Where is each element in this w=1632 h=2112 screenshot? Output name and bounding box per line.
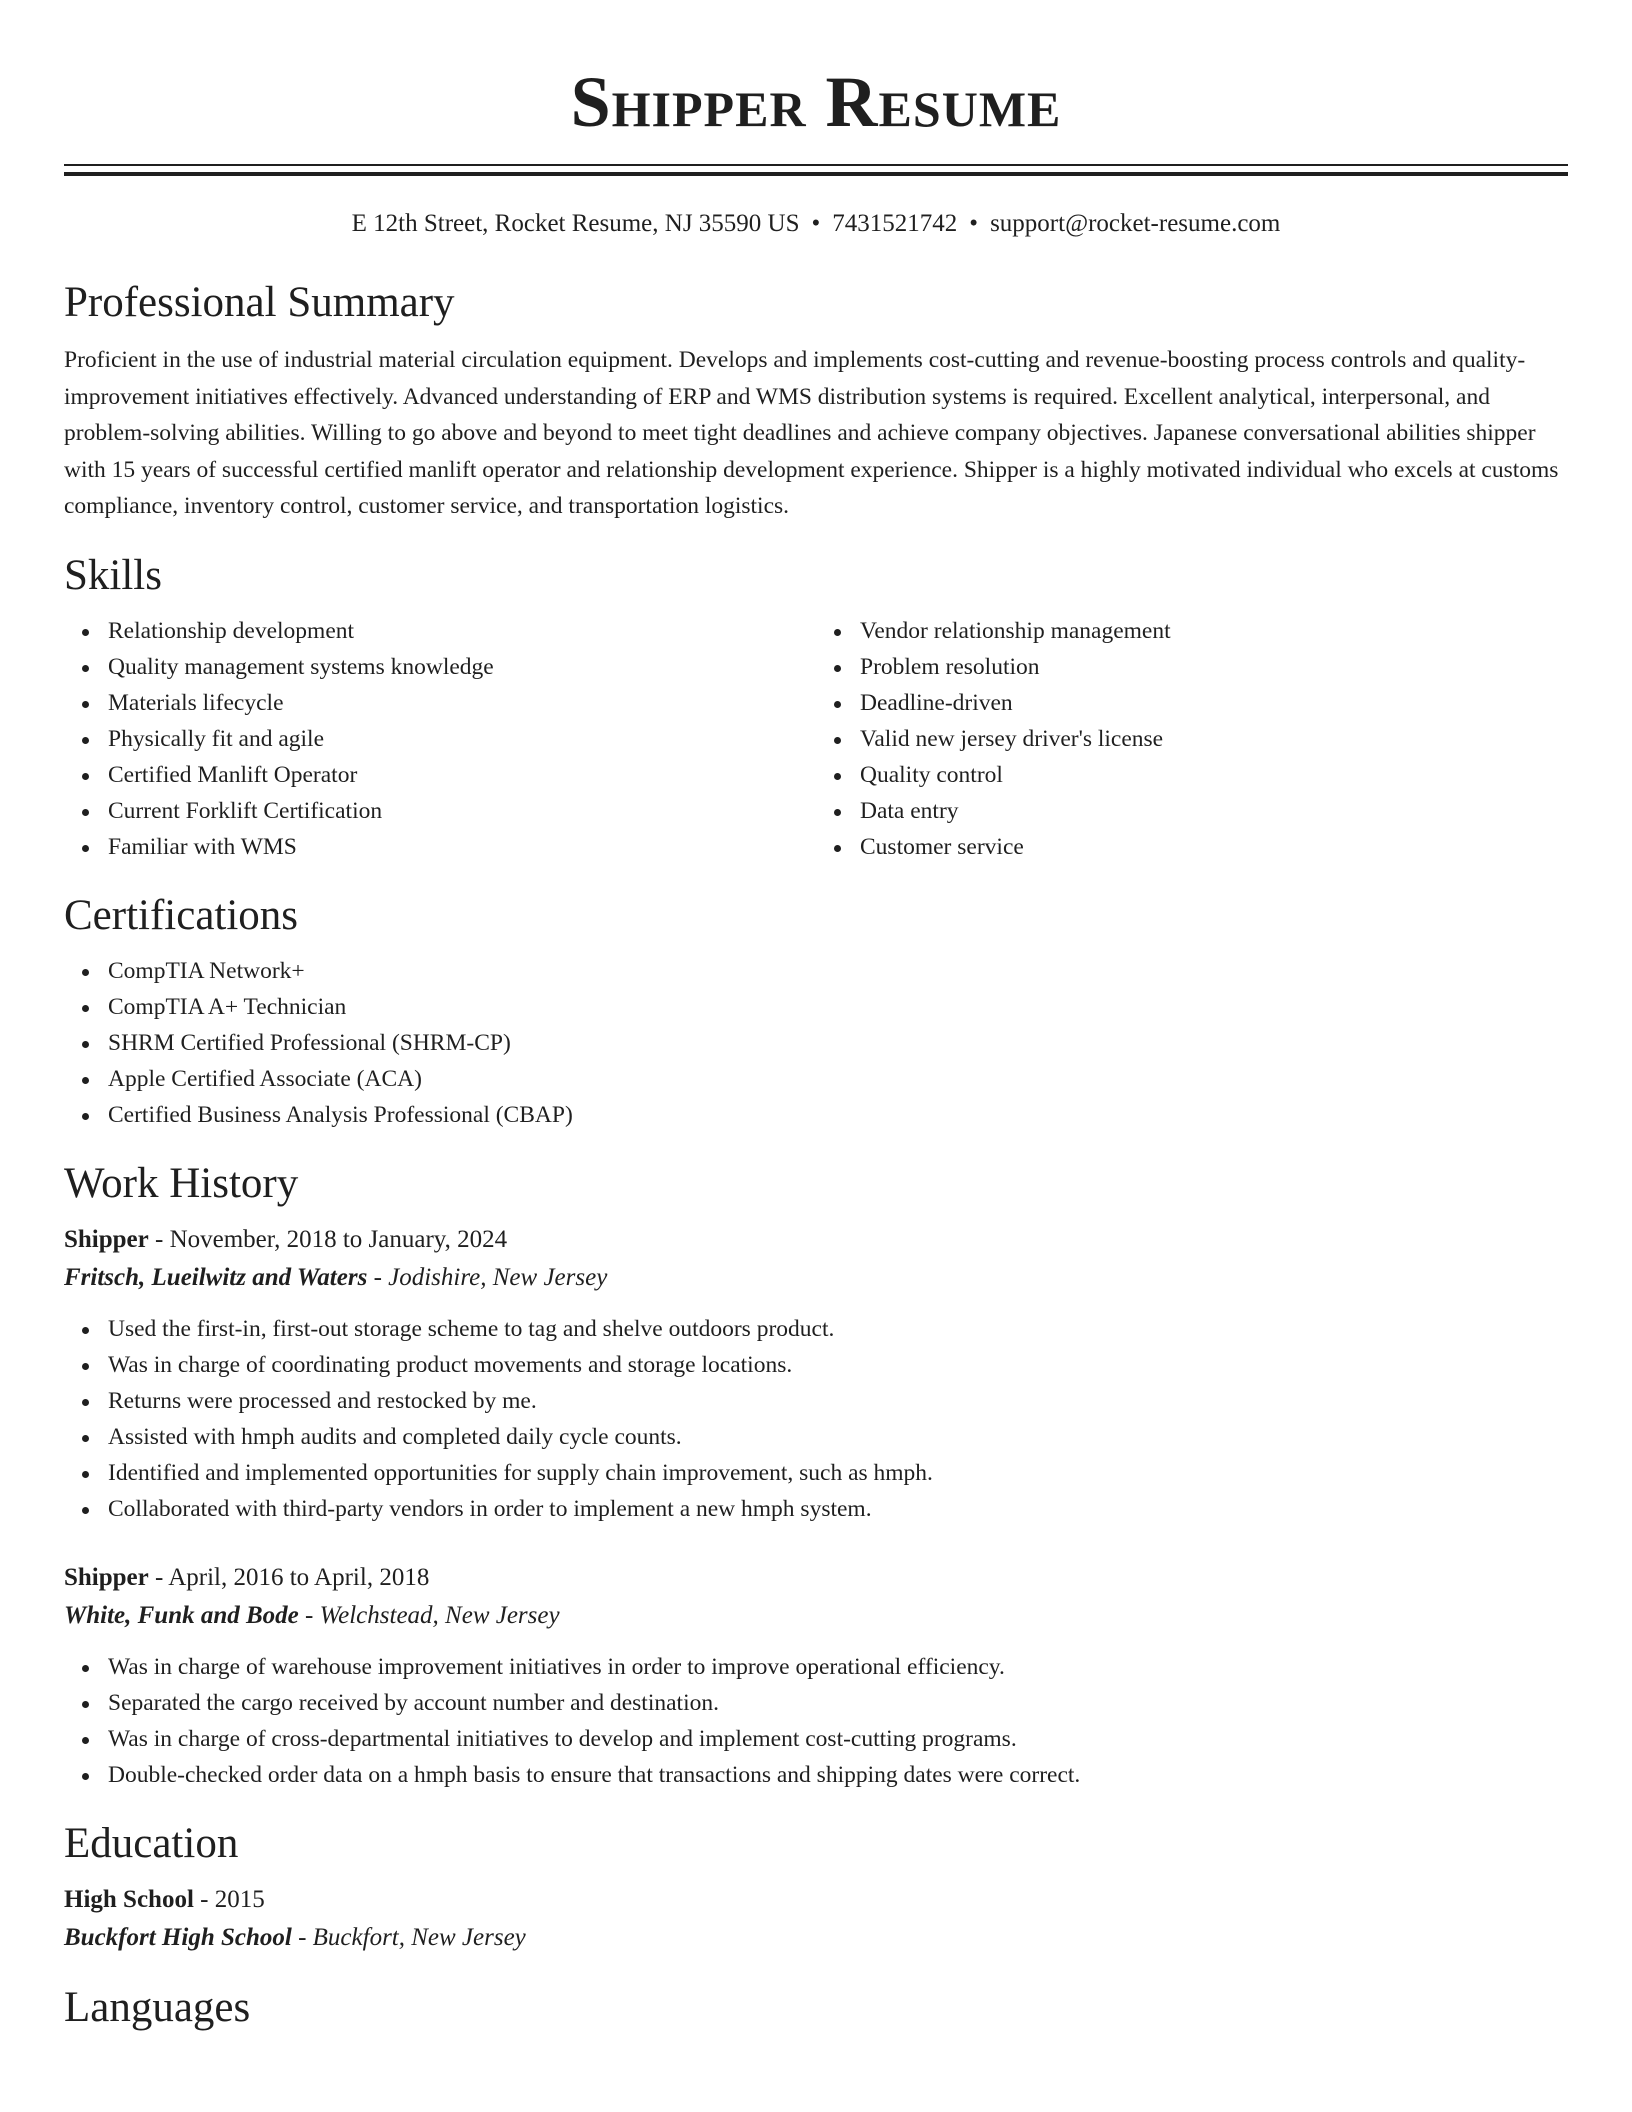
languages-heading: Languages <box>64 1983 251 2031</box>
job-bullet: Identified and implemented opportunities for supply chain improvement, such as hmph. <box>108 1455 1568 1491</box>
education-heading: Education <box>64 1819 239 1867</box>
job-bullets <box>64 1311 1568 1527</box>
job-title: Shipper <box>64 1225 149 1253</box>
education-degree-line <box>64 1881 1568 1919</box>
summary-heading: Professional Summary <box>64 279 455 326</box>
job-bullet: Collaborated with third-party vendors in order to implement a new hmph system. <box>108 1491 1568 1527</box>
skill-item: Materials lifecycle <box>108 685 816 721</box>
contact-address: E 12th Street, Rocket Resume, NJ 35590 US <box>351 210 800 237</box>
certification-item: Certified Business Analysis Professional (CBAP) <box>108 1097 1568 1133</box>
skill-item: Deadline-driven <box>860 685 1568 721</box>
skill-item: Familiar with WMS <box>108 829 816 865</box>
job-title-line <box>64 1221 1568 1259</box>
job-dates: - April, 2016 to April, 2018 <box>148 1563 430 1591</box>
summary-text: Proficient in the use of industrial material circulation equipment. Develops and implements cost-cutting and revenue-boosting process controls and quality-improvement initiatives effectively. Advanced understanding of ERP and WMS distribution systems is required. Excellent analytical, interpersonal, and problem-solving abilities. Willing to go above and beyond to meet tight deadlines and achieve company objectives. Japanese conversational abilities shipper with 15 years of successful certified manlift operator and relationship development experience. Shipper is a highly motivated individual who excels at customs compliance, inventory control, customer service, and transportation logistics. <box>64 347 1559 519</box>
skill-item: Vendor relationship management <box>860 613 1568 649</box>
job-dates: - November, 2018 to January, 2024 <box>148 1225 508 1253</box>
skill-item: Problem resolution <box>860 649 1568 685</box>
education-year: - 2015 <box>193 1885 265 1913</box>
job-location: - Jodishire, New Jersey <box>367 1263 608 1291</box>
job-company-line <box>64 1597 1568 1635</box>
job-bullet: Separated the cargo received by account number and destination. <box>108 1685 1568 1721</box>
education-location: - Buckfort, New Jersey <box>291 1923 526 1951</box>
contact-separator: • <box>969 210 979 237</box>
skill-item: Physically fit and agile <box>108 721 816 757</box>
job-entry <box>64 1221 1568 1527</box>
job-title: Shipper <box>64 1563 149 1591</box>
skill-item: Data entry <box>860 793 1568 829</box>
job-bullet: Double-checked order data on a hmph basis to ensure that transactions and shipping dates were correct. <box>108 1757 1568 1793</box>
skill-item: Quality management systems knowledge <box>108 649 816 685</box>
education-school-line <box>64 1919 1568 1957</box>
certification-item: CompTIA Network+ <box>108 953 1568 989</box>
skill-item: Current Forklift Certification <box>108 793 816 829</box>
job-bullet: Was in charge of warehouse improvement initiatives in order to improve operational efficiency. <box>108 1649 1568 1685</box>
certification-item: SHRM Certified Professional (SHRM-CP) <box>108 1025 1568 1061</box>
contact-phone: 7431521742 <box>832 210 958 237</box>
education-entry <box>64 1881 1568 1957</box>
certification-item: CompTIA A+ Technician <box>108 989 1568 1025</box>
job-bullet: Was in charge of cross-departmental initiatives to develop and implement cost-cutting programs. <box>108 1721 1568 1757</box>
job-bullet: Returns were processed and restocked by me. <box>108 1383 1568 1419</box>
skill-item: Quality control <box>860 757 1568 793</box>
contact-email: support@rocket-resume.com <box>990 210 1281 237</box>
certifications-list <box>64 953 1568 1133</box>
resume-title: Shipper Resume <box>570 62 1062 142</box>
job-location: - Welchstead, New Jersey <box>298 1601 560 1629</box>
contact-separator: • <box>811 210 821 237</box>
job-bullet: Used the first-in, first-out storage scheme to tag and shelve outdoors product. <box>108 1311 1568 1347</box>
skill-item: Certified Manlift Operator <box>108 757 816 793</box>
job-title-line <box>64 1559 1568 1597</box>
education-school: Buckfort High School <box>64 1923 292 1951</box>
job-company-line <box>64 1259 1568 1297</box>
skills-column-left <box>64 613 816 865</box>
work-history-heading: Work History <box>64 1159 299 1207</box>
job-bullet: Was in charge of coordinating product movements and storage locations. <box>108 1347 1568 1383</box>
title-divider <box>64 164 1568 176</box>
skill-item: Relationship development <box>108 613 816 649</box>
skills-column-right <box>816 613 1568 865</box>
skills-list <box>64 613 1568 865</box>
contact-line <box>64 208 1568 240</box>
skill-item: Valid new jersey driver's license <box>860 721 1568 757</box>
certification-item: Apple Certified Associate (ACA) <box>108 1061 1568 1097</box>
job-bullets <box>64 1649 1568 1793</box>
job-entry <box>64 1559 1568 1793</box>
education-degree: High School <box>64 1885 194 1913</box>
certifications-heading: Certifications <box>64 891 299 939</box>
job-company: Fritsch, Lueilwitz and Waters <box>64 1263 368 1291</box>
skills-heading: Skills <box>64 551 162 599</box>
job-bullet: Assisted with hmph audits and completed daily cycle counts. <box>108 1419 1568 1455</box>
skill-item: Customer service <box>860 829 1568 865</box>
job-company: White, Funk and Bode <box>64 1601 299 1629</box>
